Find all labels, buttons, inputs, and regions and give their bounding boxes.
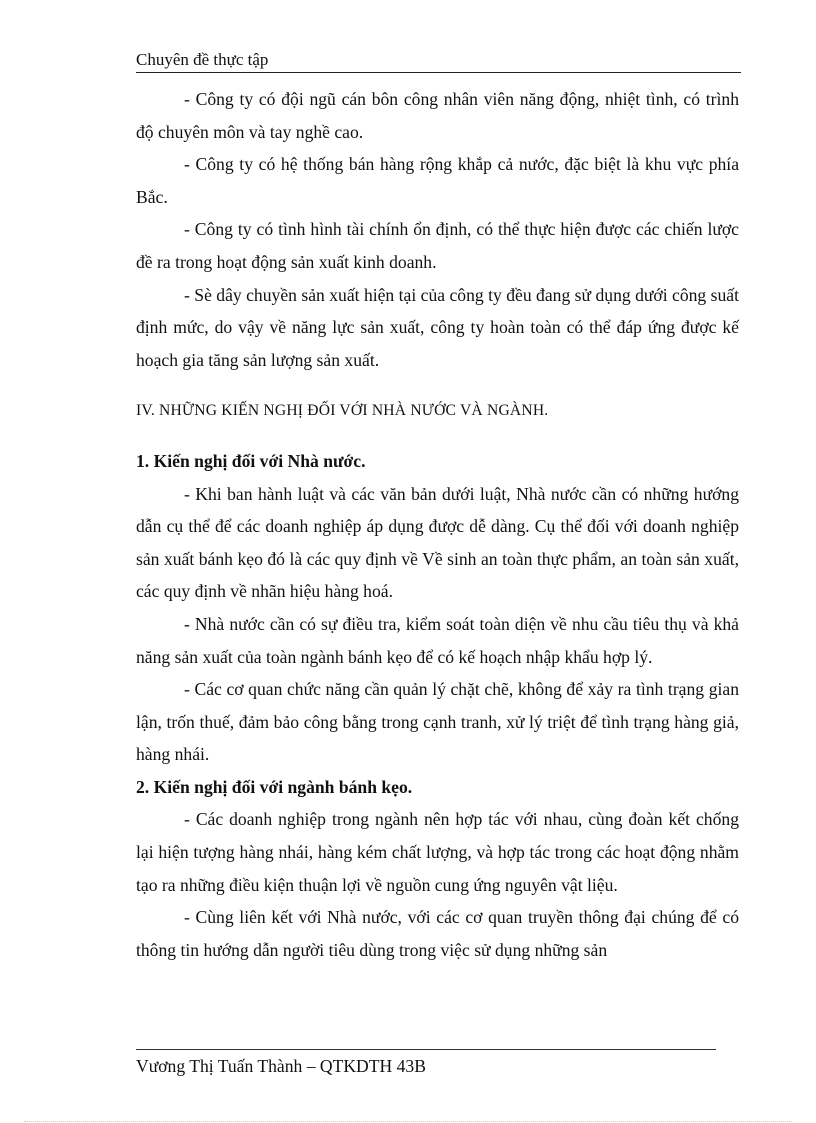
- paragraph: - Sè dây chuyền sản xuất hiện tại của công ty đều đang sử dụng dưới công suất định mức, do vậy về năng lực sản xuất, công ty hoàn toàn có thể đáp ứng được kế hoạch gia tăng sản lượng sản xuất.: [136, 284, 739, 370]
- subsection-heading: 1. Kiến nghị đối với Nhà nước.: [136, 450, 366, 471]
- paragraph: - Công ty có hệ thống bán hàng rộng khắp cả nước, đặc biệt là khu vực phía Bắc.: [136, 154, 739, 207]
- paragraph: - Nhà nước cần có sự điều tra, kiểm soát toàn diện về nhu cầu tiêu thụ và khả năng sản xuất của toàn ngành bánh kẹo để có kế hoạch nhập khẩu hợp lý.: [136, 613, 739, 667]
- footer-author: Vương Thị Tuấn Thành – QTKDTH 43B: [136, 1056, 426, 1076]
- spacer: [136, 428, 739, 445]
- paragraph: - Các doanh nghiệp trong ngành nên hợp tác với nhau, cùng đoàn kết chống lại hiện tượng hàng nhái, hàng kém chất lượng, và hợp tác trong các hoạt động nhằm tạo ra những điều kiện thuận lợi về nguồn cung ứng nguyên vật liệu.: [136, 809, 739, 895]
- spacer: [136, 376, 739, 395]
- page-footer: [136, 1054, 426, 1078]
- page-header: [136, 49, 741, 73]
- paragraph: - Cùng liên kết với Nhà nước, với các cơ quan truyền thông đại chúng để có thông tin hướng dẫn người tiêu dùng trong việc sử dụng những sản: [136, 907, 739, 960]
- page-bottom-edge: [24, 1121, 792, 1122]
- paragraph: - Khi ban hành luật và các văn bản dưới luật, Nhà nước cần có những hướng dẫn cụ thể để các doanh nghiệp áp dụng được dễ dàng. Cụ thể đối với doanh nghiệp sản xuất bánh kẹo đó là các quy định về Về sinh an toàn thực phẩm, an toàn sản xuất, các quy định về nhãn hiệu hàng hoá.: [136, 483, 739, 602]
- subsection-heading: 2. Kiến nghị đối với ngành bánh kẹo.: [136, 776, 413, 797]
- paragraph: - Công ty có đội ngũ cán bôn công nhân viên năng động, nhiệt tình, có trình độ chuyên môn và tay nghề cao.: [136, 89, 739, 142]
- document-body: [136, 83, 739, 966]
- footer-divider: [136, 1049, 716, 1050]
- paragraph: - Các cơ quan chức năng cần quản lý chặt chẽ, không để xảy ra tình trạng gian lận, trốn thuế, đảm bảo công bằng trong cạnh tranh, xử lý triệt để tình trạng hàng giả, hàng nhái.: [136, 679, 739, 765]
- section-heading: IV. NHỮNG KIẾN NGHỊ ĐỐI VỚI NHÀ NƯỚC VÀ NGÀNH.: [136, 402, 549, 420]
- header-title: Chuyên đề thực tập: [136, 50, 269, 69]
- paragraph: - Công ty có tình hình tài chính ổn định, có thể thực hiện được các chiến lược đề ra trong hoạt động sản xuất kinh doanh.: [136, 219, 739, 272]
